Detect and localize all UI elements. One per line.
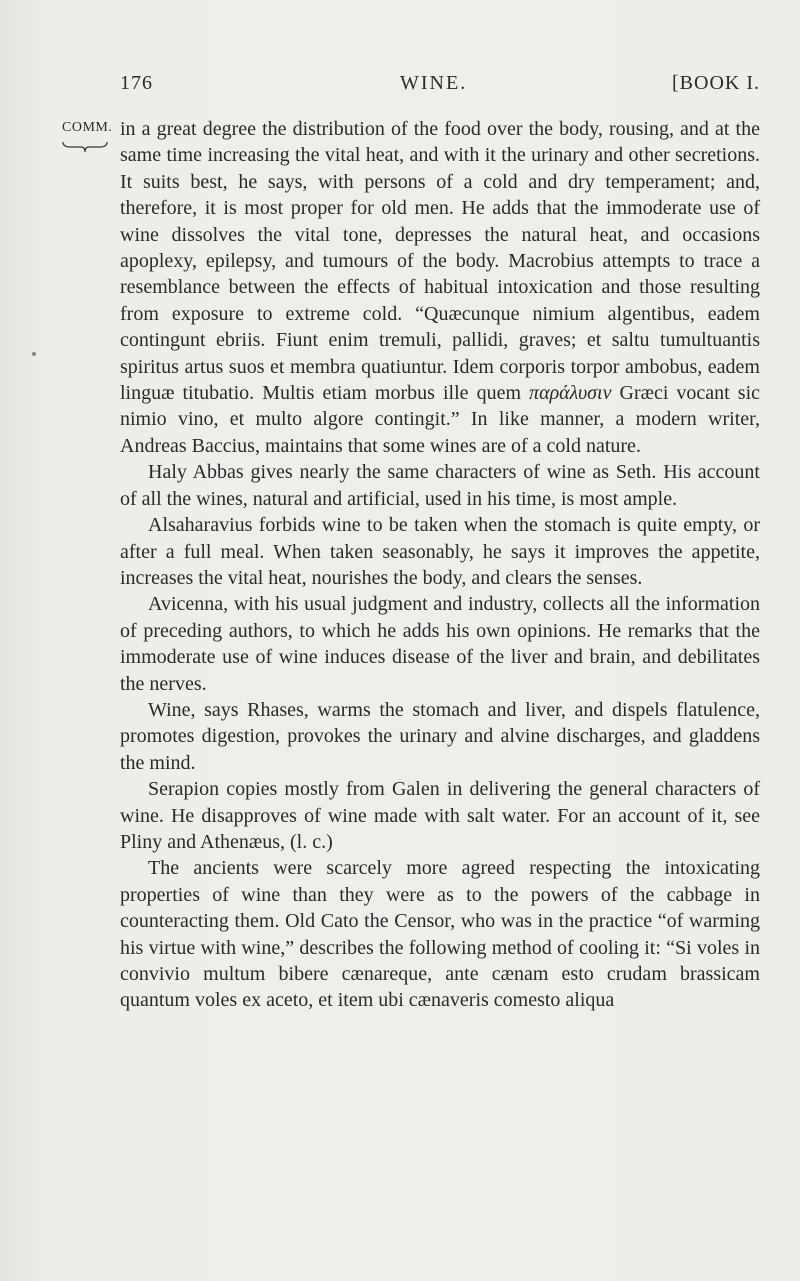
margin-sidenote: COMM. [62, 120, 113, 135]
paragraph-1-continued: Græci vocant sic nimio vino, et multo algore contingit.” In like manner, a modern writer, Andreas Baccius, maintains that some wines are of a cold nature. [120, 382, 761, 457]
paragraph-1 [120, 116, 760, 459]
paper-speck [32, 352, 36, 356]
paragraph-4: Avicenna, with his usual judgment and industry, collects all the information of preceding authors, to which he adds his own opinions. He remarks that the immoderate use of wine induces disease of the liver and brain, and debilitates the nerves. [120, 593, 760, 695]
running-title: WINE. [400, 72, 468, 94]
body-text [120, 116, 760, 1014]
page-number: 176 [120, 72, 153, 94]
sidenote-brace-icon [62, 140, 108, 154]
paragraph-1-text: in a great degree the distribution of the food over the body, rousing, and at the same time increasing the vital heat, and with it the urinary and other secretions. It suits best, he says, with persons of a cold and dry temperament; and, therefore, it is most proper for old men. He adds that the immoderate use of wine dissolves the vital tone, depresses the natural heat, and occasions apoplexy, epilepsy, and tumours of the body. Macrobius attempts to trace a resemblance between the effects of habitual intoxication and those resulting from exposure to extreme cold. “Quæcunque nimium algentibus, eadem contingunt ebriis. Fiunt enim tremuli, pallidi, graves; et saltu tumultuantis spiritus artus suos et membra quatiuntur. Idem corporis torpor ambobus, eadem linguæ titubatio. Multis etiam morbus ille quem [120, 118, 760, 405]
paragraph-2: Haly Abbas gives nearly the same characters of wine as Seth. His account of all the wines, natural and artificial, used in his time, is most ample. [120, 461, 760, 510]
running-header [120, 72, 760, 102]
paragraph-5: Wine, says Rhases, warms the stomach and liver, and dispels flatulence, promotes digestion, provokes the urinary and alvine discharges, and gladdens the mind. [120, 698, 760, 774]
paragraph-3: Alsaharavius forbids wine to be taken when the stomach is quite empty, or after a full meal. When taken seasonably, he says it improves the appetite, increases the vital heat, nourishes the body, and clears the senses. [120, 514, 760, 589]
paragraph-7: The ancients were scarcely more agreed respecting the intoxicating properties of wine than they were as to the powers of the cabbage in counteracting them. Old Cato the Censor, who was in the practice “of warming his virtue with wine,” describes the following method of cooling it: “Si voles in convivio multum bibere cænareque, ante cænam esto crudam brassicam quantum voles ex aceto, et item ubi cænaveris comesto aliqua [120, 857, 760, 1012]
greek-word: παράλυσιν [529, 382, 612, 405]
paragraph-6: Serapion copies mostly from Galen in delivering the general characters of wine. He disapproves of wine made with salt water. For an account of it, see Pliny and Athenæus, (l. c.) [120, 778, 760, 853]
book-reference: [BOOK I. [672, 72, 760, 94]
